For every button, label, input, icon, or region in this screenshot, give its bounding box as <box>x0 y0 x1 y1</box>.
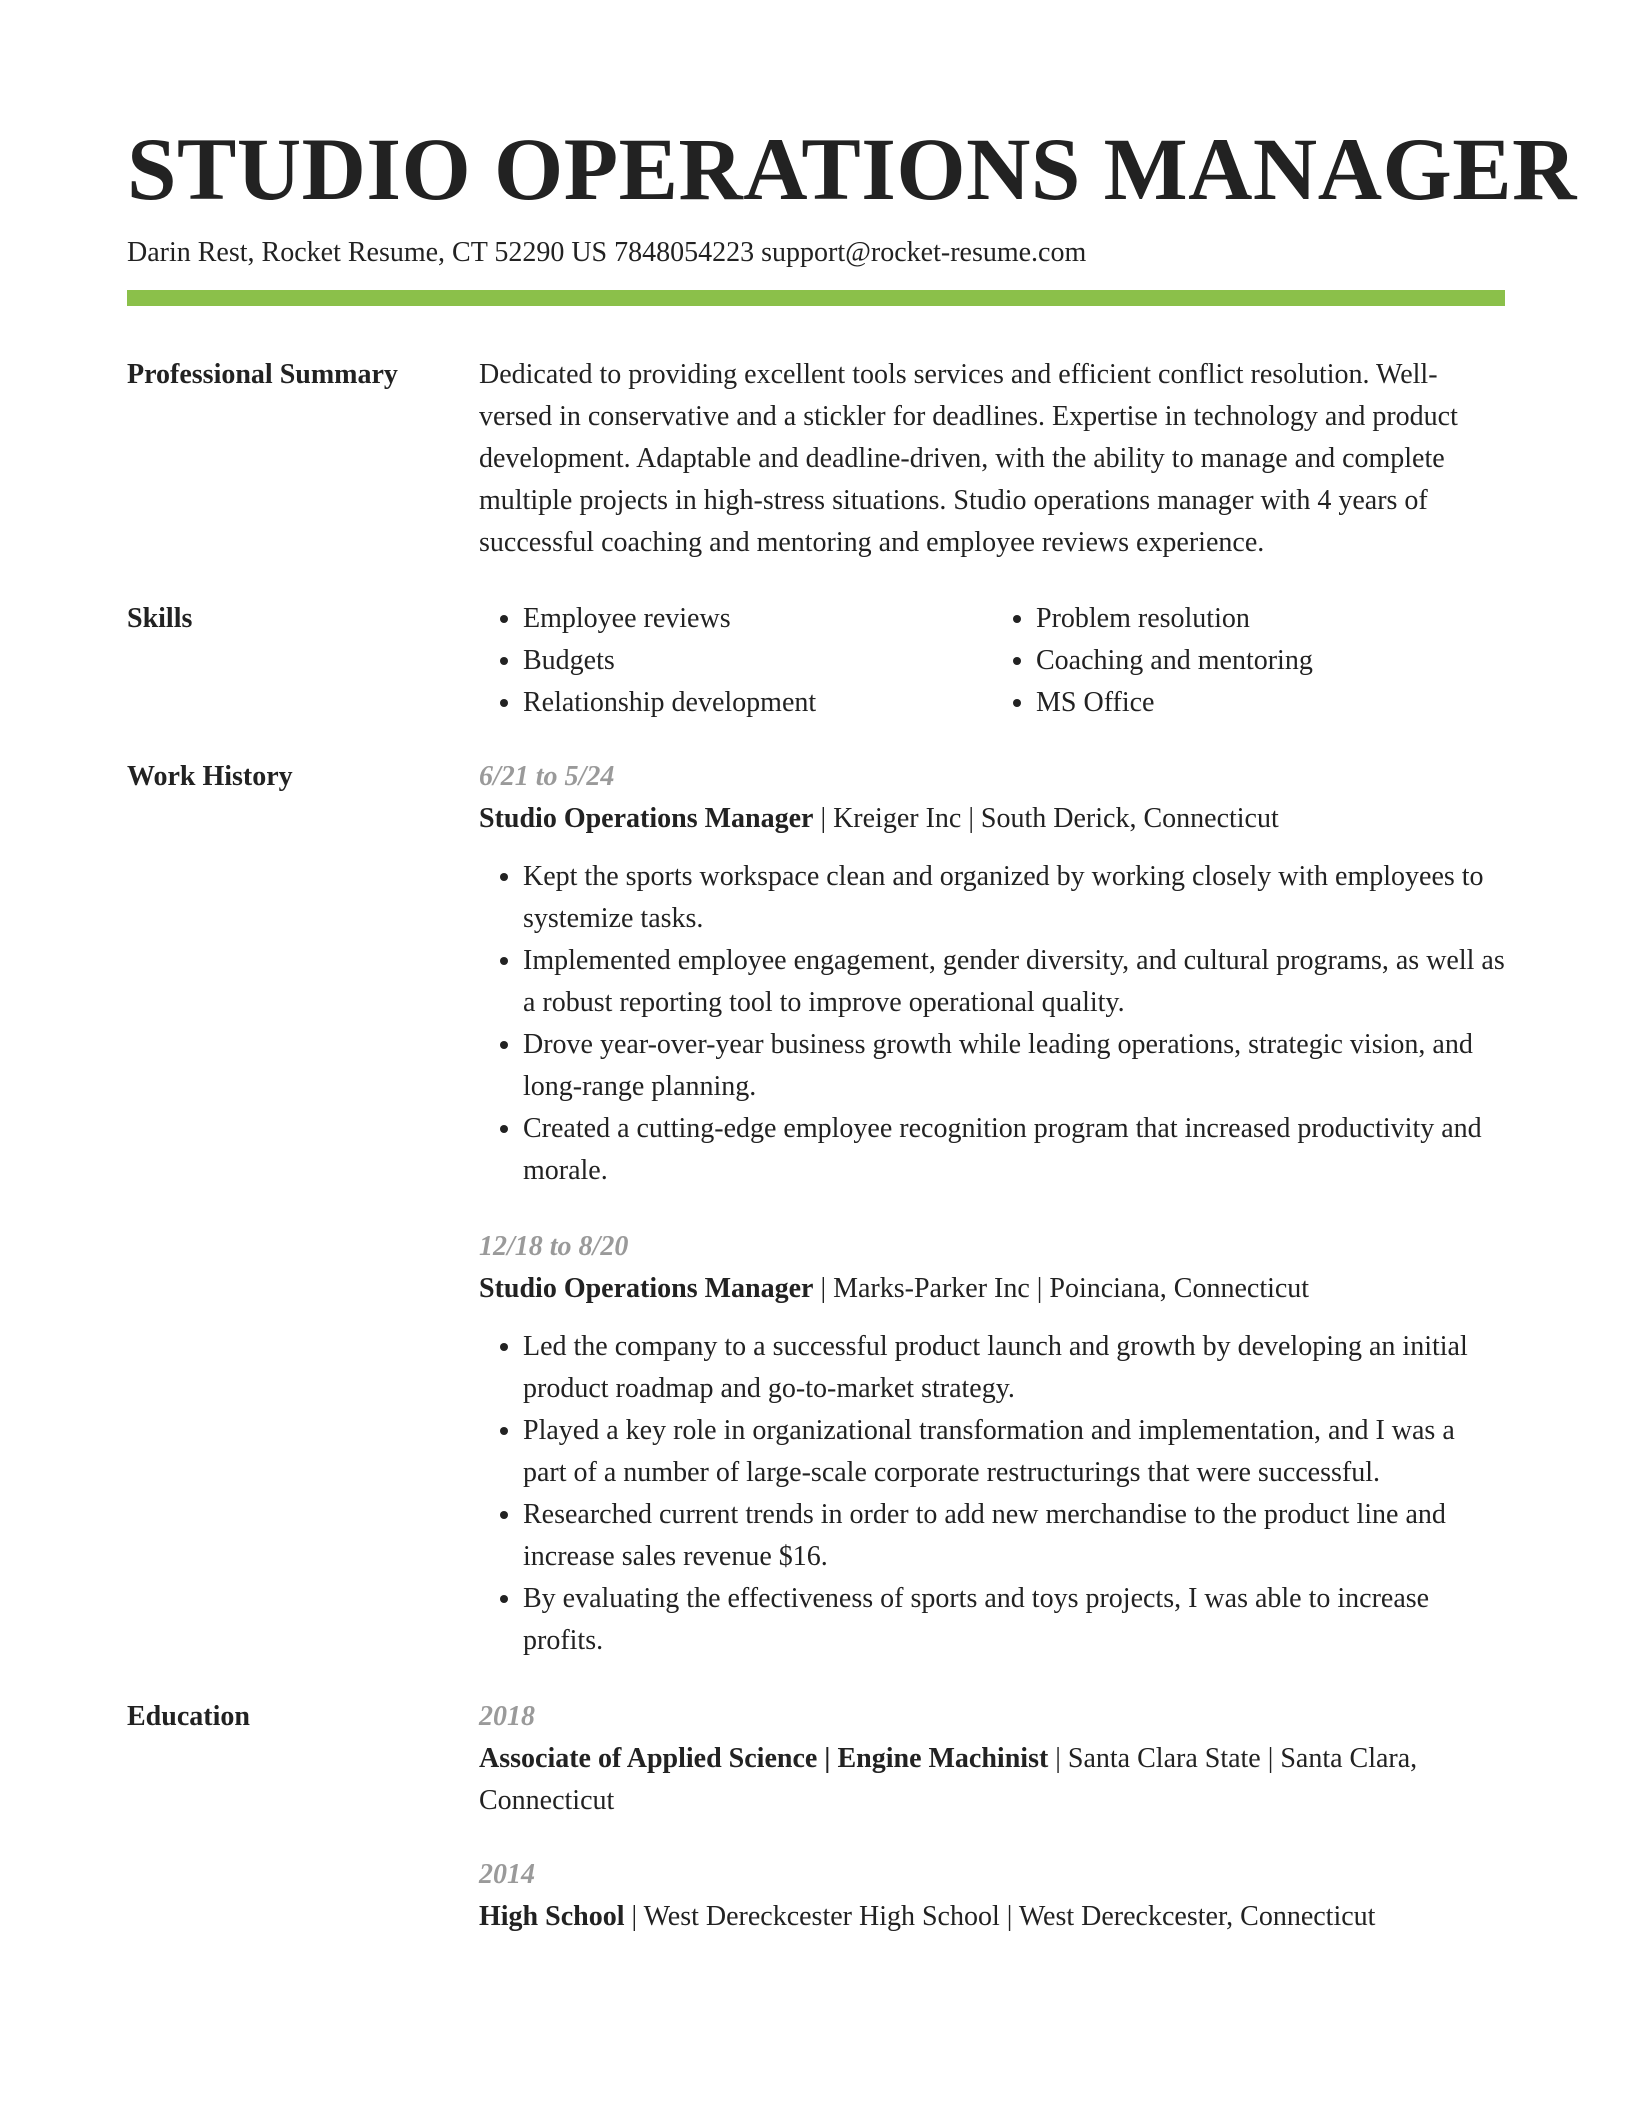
resume-title: STUDIO OPERATIONS MANAGER <box>127 121 1577 219</box>
skill-item: • Employee reviews <box>523 598 992 640</box>
education-label: Education <box>127 1701 250 1732</box>
job-heading <box>479 798 1505 840</box>
job-bullet: • Created a cutting-edge employee recognition program that increased productivity and morale. <box>523 1108 1505 1192</box>
job-entry <box>479 1226 1505 1662</box>
education-heading <box>479 1738 1505 1822</box>
header-accent-rule <box>127 290 1505 306</box>
job-bullet: • Implemented employee engagement, gender diversity, and cultural programs, as well as a robust reporting tool to improve operational quality. <box>523 940 1505 1024</box>
skill-item: • Relationship development <box>523 682 992 724</box>
job-bullet: • By evaluating the effectiveness of sports and toys projects, I was able to increase profits. <box>523 1578 1505 1662</box>
job-bullet: • Kept the sports workspace clean and organized by working closely with employees to systemize tasks. <box>523 856 1505 940</box>
job-title: Studio Operations Manager <box>479 803 814 834</box>
skill-item: • Problem resolution <box>1036 598 1505 640</box>
education-entry <box>479 1696 1505 1822</box>
skills-grid <box>479 598 1505 724</box>
skills-section <box>127 598 1505 724</box>
summary-section <box>127 354 1505 564</box>
education-year: 2014 <box>479 1859 535 1890</box>
work-history-body <box>479 756 1505 1662</box>
job-details: | Marks-Parker Inc | Poinciana, Connecticut <box>813 1273 1310 1304</box>
job-bullet: • Drove year-over-year business growth while leading operations, strategic vision, and long-range planning. <box>523 1024 1505 1108</box>
job-bullet: • Played a key role in organizational transformation and implementation, and I was a part of a number of large-scale corporate restructurings that were successful. <box>523 1410 1505 1494</box>
skill-item: • Coaching and mentoring <box>1036 640 1505 682</box>
skills-label: Skills <box>127 603 193 634</box>
skills-column-left <box>479 598 992 724</box>
job-title: Studio Operations Manager <box>479 1273 814 1304</box>
contact-name-address: Darin Rest, Rocket Resume, CT 52290 US <box>127 237 608 268</box>
work-history-label: Work History <box>127 761 293 792</box>
skill-item: • MS Office <box>1036 682 1505 724</box>
education-year: 2018 <box>479 1701 535 1732</box>
contact-email: support@rocket-resume.com <box>761 237 1087 268</box>
summary-label: Professional Summary <box>127 359 398 390</box>
contact-phone: 7848054223 <box>614 237 755 268</box>
contact-line <box>127 236 1505 270</box>
education-details: | Santa Clara State | Santa Clara, Connecticut <box>479 1743 1418 1816</box>
work-history-section <box>127 756 1505 1662</box>
education-heading <box>479 1896 1505 1938</box>
job-bullet: • Researched current trends in order to add new merchandise to the product line and increase sales revenue $16. <box>523 1494 1505 1578</box>
education-degree: High School <box>479 1901 625 1932</box>
job-dates: 12/18 to 8/20 <box>479 1231 629 1262</box>
resume-page <box>127 118 1577 1938</box>
job-dates: 6/21 to 5/24 <box>479 761 615 792</box>
job-details: | Kreiger Inc | South Derick, Connecticut <box>813 803 1279 834</box>
education-section <box>127 1696 1505 1938</box>
summary-text: Dedicated to providing excellent tools services and efficient conflict resolution. Well-versed in conservative and a stickler for deadlines. Expertise in technology and product development. Adaptable and deadline-driven, with the ability to manage and complete multiple projects in high-stress situations. Studio operations manager with 4 years of successful coaching and mentoring and employee reviews experience. <box>479 359 1458 558</box>
skills-column-right <box>992 598 1505 724</box>
job-bullets <box>479 856 1505 1192</box>
job-bullet: • Led the company to a successful product launch and growth by developing an initial product roadmap and go-to-market strategy. <box>523 1326 1505 1410</box>
job-heading <box>479 1268 1505 1310</box>
education-entry <box>479 1854 1505 1938</box>
education-degree: Associate of Applied Science | Engine Machinist <box>479 1743 1049 1774</box>
job-bullets <box>479 1326 1505 1662</box>
skill-item: • Budgets <box>523 640 992 682</box>
job-entry <box>479 756 1505 1192</box>
education-body <box>479 1696 1505 1938</box>
education-details: | West Dereckcester High School | West Dereckcester, Connecticut <box>624 1901 1376 1932</box>
